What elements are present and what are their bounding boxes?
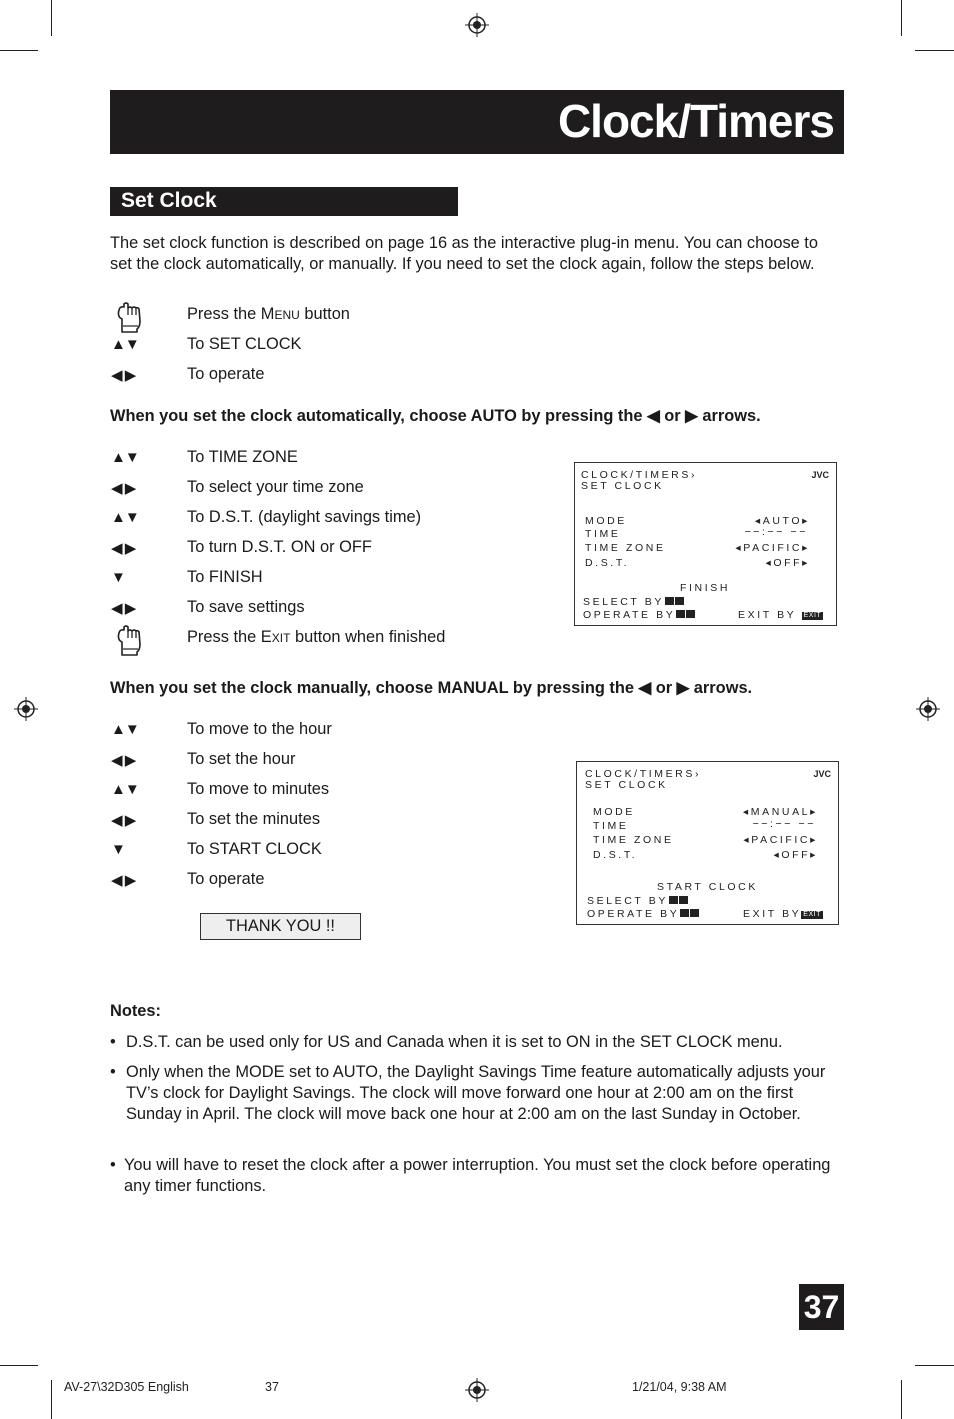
osd-screen-manual [576, 761, 839, 925]
osd-row-value: −−:−− −− [744, 526, 808, 538]
up-down-key-icon [665, 597, 674, 605]
osd-row-value: ◂AUTO▸ [754, 515, 810, 527]
down-arrow-icon: ▼ [111, 841, 125, 858]
step-text: To turn D.S.T. ON or OFF [187, 538, 372, 556]
step-item [110, 566, 570, 596]
step-item [110, 363, 570, 393]
left-right-key-icon [686, 610, 695, 618]
osd-operate-hint: OPERATE BY [587, 908, 699, 920]
left-right-arrows-icon: ◀ ▶ [111, 540, 136, 557]
intro-paragraph: The set clock function is described on page 16 as the interactive plug-in menu. You can choose to set the clock automatically, or manually. If you need to set the clock again, follow the steps below. [110, 234, 818, 273]
crop-mark [0, 50, 38, 51]
step-text: To START CLOCK [187, 840, 322, 858]
step-item [110, 476, 570, 506]
step-text: To select your time zone [187, 478, 364, 496]
crop-mark [901, 1380, 902, 1419]
crop-mark [51, 1380, 52, 1419]
osd-row-label: TIME ZONE [593, 834, 674, 846]
crop-mark [915, 50, 954, 51]
left-right-key-icon [680, 909, 689, 917]
registration-mark-icon [465, 1378, 489, 1402]
step-text: To set the hour [187, 750, 296, 768]
registration-mark-icon [465, 13, 489, 37]
left-right-arrows-icon: ◀ ▶ [111, 752, 136, 769]
step-text: Press the EXIT button when finished [187, 628, 446, 646]
crop-mark [51, 0, 52, 36]
bullet: • [110, 1063, 116, 1081]
step-item [110, 868, 570, 898]
osd-exit-hint: EXIT BY EXIT [743, 908, 821, 920]
left-right-arrows-icon: ◀ ▶ [111, 872, 136, 889]
thank-you-box: THANK YOU !! [200, 913, 361, 940]
osd-exit-hint: EXIT BY EXIT [738, 609, 822, 621]
step-text: To FINISH [187, 568, 263, 586]
osd-row-label: MODE [585, 515, 627, 527]
osd-row-value: ◂OFF▸ [773, 849, 818, 861]
up-down-arrows-icon: ▲▼ [111, 509, 139, 526]
step-text: To move to the hour [187, 720, 332, 738]
step-item [110, 506, 570, 536]
left-right-key-icon [676, 610, 685, 618]
up-down-arrows-icon: ▲▼ [111, 721, 139, 738]
osd-row-label: D.S.T. [585, 557, 630, 569]
osd-row-label: TIME ZONE [585, 542, 666, 554]
footer-timestamp: 1/21/04, 9:38 AM [632, 1380, 727, 1394]
up-down-key-icon [679, 896, 688, 904]
osd-operate-hint: OPERATE BY [583, 609, 695, 621]
bullet: • [110, 1156, 116, 1174]
up-down-key-icon [675, 597, 684, 605]
notes-heading: Notes: [110, 1002, 161, 1020]
osd-row-value: ◂PACIFIC▸ [743, 834, 818, 846]
step-item [110, 808, 570, 838]
up-down-arrows-icon: ▲▼ [111, 336, 139, 353]
left-right-arrows-icon: ◀ ▶ [111, 812, 136, 829]
jvc-logo: JVC [813, 769, 831, 779]
step-item [110, 303, 570, 333]
left-right-arrows-icon: ◀ ▶ [111, 480, 136, 497]
step-text: To move to minutes [187, 780, 330, 798]
down-arrow-icon: ▼ [111, 569, 125, 586]
page-number: 37 [799, 1284, 844, 1330]
osd-breadcrumb: CLOCK/TIMERS› [585, 768, 702, 780]
auto-heading: When you set the clock automatically, choose AUTO by pressing the ◀ or ▶ arrows. [110, 407, 761, 425]
crop-mark [915, 1365, 954, 1366]
jvc-logo: JVC [811, 470, 829, 480]
remote-hand-icon [113, 624, 147, 658]
step-item [110, 446, 570, 476]
footer-page: 37 [265, 1380, 279, 1394]
osd-row-label: TIME [593, 820, 629, 832]
crop-mark [0, 1365, 38, 1366]
osd-row-value: ◂OFF▸ [765, 557, 810, 569]
osd-action: FINISH [680, 582, 731, 594]
step-item [110, 626, 570, 656]
title-bar [110, 90, 844, 154]
left-right-arrows-icon: ◀ ▶ [111, 600, 136, 617]
osd-screen-auto [574, 462, 837, 626]
step-text: To save settings [187, 598, 305, 616]
osd-row-label: MODE [593, 806, 635, 818]
remote-hand-icon [113, 301, 147, 335]
osd-row-label: D.S.T. [593, 849, 638, 861]
osd-row-value: ◂MANUAL▸ [742, 806, 818, 818]
step-text: To operate [187, 365, 265, 383]
step-item [110, 718, 570, 748]
osd-title: SET CLOCK [585, 779, 668, 791]
step-text: To operate [187, 870, 265, 888]
left-right-arrows-icon: ◀ ▶ [111, 367, 136, 384]
osd-row-label: TIME [585, 528, 621, 540]
crop-mark [901, 0, 902, 36]
osd-action: START CLOCK [657, 881, 758, 893]
left-right-key-icon [690, 909, 699, 917]
step-item [110, 748, 570, 778]
page-title: Clock/Timers [557, 95, 834, 147]
registration-mark-icon [916, 697, 940, 721]
section-bar [110, 187, 458, 216]
bullet: • [110, 1033, 116, 1051]
up-down-arrows-icon: ▲▼ [111, 781, 139, 798]
step-item [110, 333, 570, 363]
up-down-arrows-icon: ▲▼ [111, 449, 139, 466]
registration-mark-icon [14, 697, 38, 721]
step-item [110, 596, 570, 626]
step-item [110, 838, 570, 868]
step-text: To D.S.T. (daylight savings time) [187, 508, 422, 526]
step-text: To set the minutes [187, 810, 321, 828]
step-item [110, 536, 570, 566]
up-down-key-icon [669, 896, 678, 904]
osd-select-hint: SELECT BY [587, 895, 688, 907]
osd-title: SET CLOCK [581, 480, 664, 492]
exit-key-icon: EXIT [803, 911, 821, 918]
osd-breadcrumb: CLOCK/TIMERS› [581, 469, 698, 481]
step-item [110, 778, 570, 808]
osd-select-hint: SELECT BY [583, 596, 684, 608]
footer-filename: AV-27\32D305 English [64, 1380, 189, 1394]
exit-key-icon: EXIT [803, 612, 822, 619]
step-text: Press the MENU button [187, 305, 350, 323]
step-text: To SET CLOCK [187, 335, 302, 353]
osd-row-value: −−:−− −− [752, 818, 816, 830]
osd-row-value: ◂PACIFIC▸ [735, 542, 810, 554]
step-text: To TIME ZONE [187, 448, 298, 466]
section-title: Set Clock [121, 189, 217, 212]
manual-heading: When you set the clock manually, choose MANUAL by pressing the ◀ or ▶ arrows. [110, 679, 753, 697]
